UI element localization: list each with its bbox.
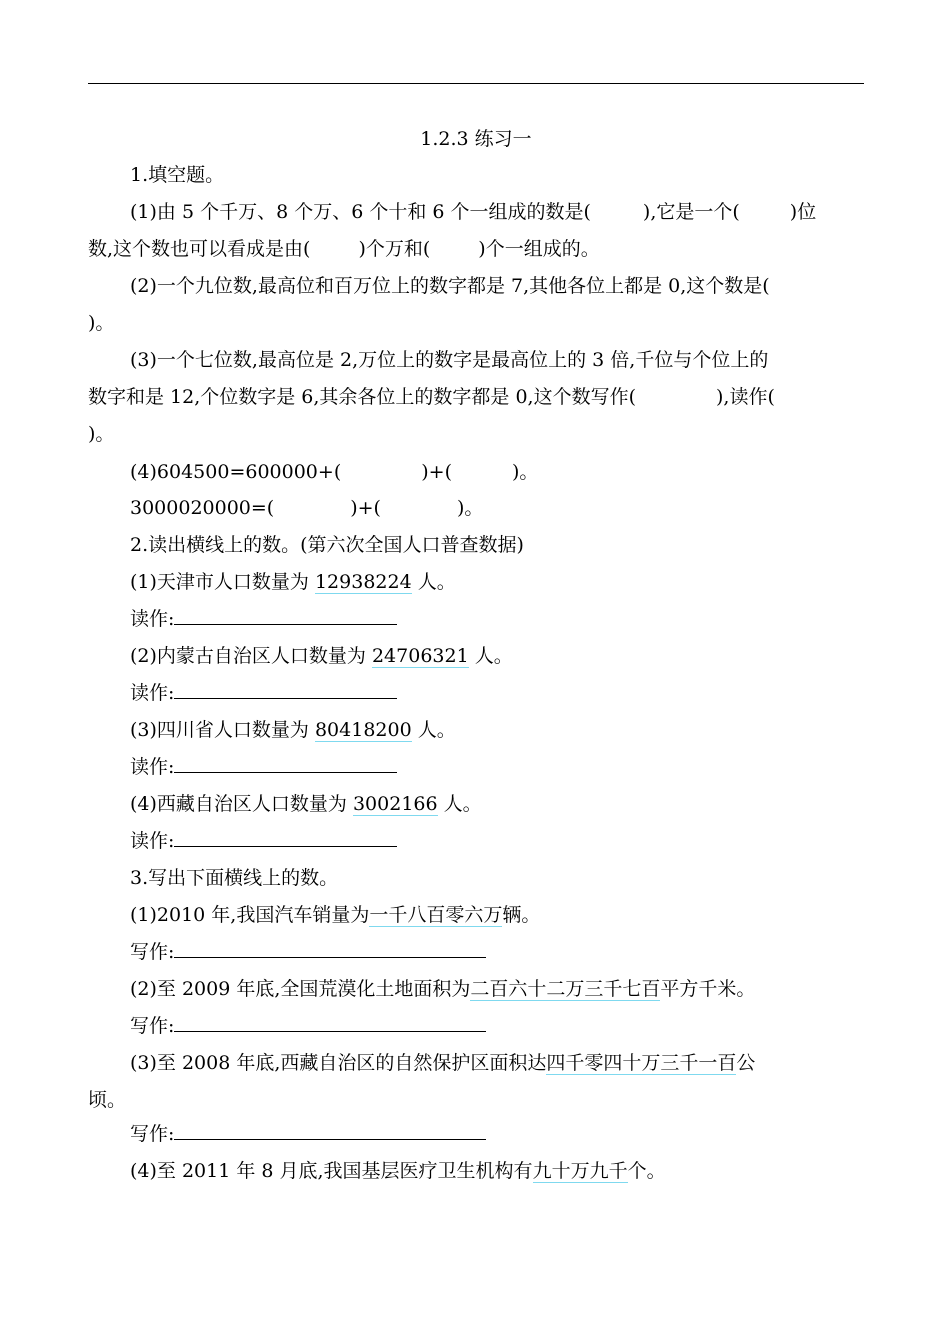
s2-read-line-4: 读作: [88, 829, 864, 853]
answer-line[interactable] [174, 830, 397, 847]
answer-line[interactable] [174, 941, 486, 958]
header-rule [88, 83, 864, 84]
answer-line[interactable] [174, 682, 397, 699]
underlined-number: 12938224 [314, 571, 412, 593]
page-title: 1.2.3 练习一 [420, 128, 532, 150]
answer-line[interactable] [174, 756, 397, 773]
underlined-number: 九十万九千 [532, 1160, 628, 1182]
answer-line[interactable] [174, 1015, 486, 1032]
underlined-number: 一千八百零六万 [369, 904, 503, 926]
q1-3-line-2: 数字和是 12,个位数字是 6,其余各位上的数字都是 0,这个数写作( ),读作( [88, 386, 775, 408]
q1-1-line-1: (1)由 5 个千万、8 个万、6 个十和 6 个一组成的数是( ),它是一个( )位 [130, 201, 817, 223]
q1-2-line-2: )。 [88, 312, 115, 334]
q1-1-line-2: 数,这个数也可以看成是由( )个万和( )个一组成的。 [88, 238, 600, 260]
q1-3-line-3: )。 [88, 423, 115, 445]
underlined-number: 80418200 [314, 719, 412, 741]
s3-item-1: (1)2010 年,我国汽车销量为一千八百零六万辆。 [130, 904, 541, 926]
underlined-number: 24706321 [371, 645, 469, 667]
s2-read-line-2: 读作: [88, 681, 864, 705]
underlined-number: 3002166 [352, 793, 438, 815]
underlined-number: 四千零四十万三千一百 [546, 1052, 737, 1074]
q1-4-line-1: (4)604500=600000+( )+( )。 [130, 461, 539, 483]
s2-read-line-3: 读作: [88, 755, 864, 779]
s3-item-4: (4)至 2011 年 8 月底,我国基层医疗卫生机构有九十万九千个。 [130, 1160, 666, 1182]
s2-item-4: (4)西藏自治区人口数量为 3002166 人。 [130, 793, 482, 815]
answer-line[interactable] [174, 608, 397, 625]
s2-item-2: (2)内蒙古自治区人口数量为 24706321 人。 [130, 645, 513, 667]
q1-2-line-1: (2)一个九位数,最高位和百万位上的数字都是 7,其他各位上都是 0,这个数是( [130, 275, 770, 297]
s3-write-line-2: 写作: [88, 1014, 864, 1038]
q1-4-line-2: 3000020000=( )+( )。 [130, 497, 484, 519]
s3-write-line-1: 写作: [88, 940, 864, 964]
answer-line[interactable] [174, 1123, 486, 1140]
s3-write-line-3: 写作: [88, 1122, 864, 1146]
s3-item-3: (3)至 2008 年底,西藏自治区的自然保护区面积达四千零四十万三千一百公 [130, 1052, 756, 1074]
underlined-number: 二百六十二万三千七百 [470, 978, 661, 1000]
s2-item-3: (3)四川省人口数量为 80418200 人。 [130, 719, 456, 741]
s2-item-1: (1)天津市人口数量为 12938224 人。 [130, 571, 456, 593]
s3-item-2: (2)至 2009 年底,全国荒漠化土地面积为二百六十二万三千七百平方千米。 [130, 978, 756, 1000]
s2-read-line-1: 读作: [88, 607, 864, 631]
s3-item-3-cont: 顷。 [88, 1089, 127, 1111]
section-3-heading: 3.写出下面横线上的数。 [130, 867, 339, 889]
q1-3-line-1: (3)一个七位数,最高位是 2,万位上的数字是最高位上的 3 倍,千位与个位上的 [130, 349, 769, 371]
section-2-heading: 2.读出横线上的数。(第六次全国人口普查数据) [130, 534, 524, 556]
section-1-heading: 1.填空题。 [130, 164, 225, 186]
